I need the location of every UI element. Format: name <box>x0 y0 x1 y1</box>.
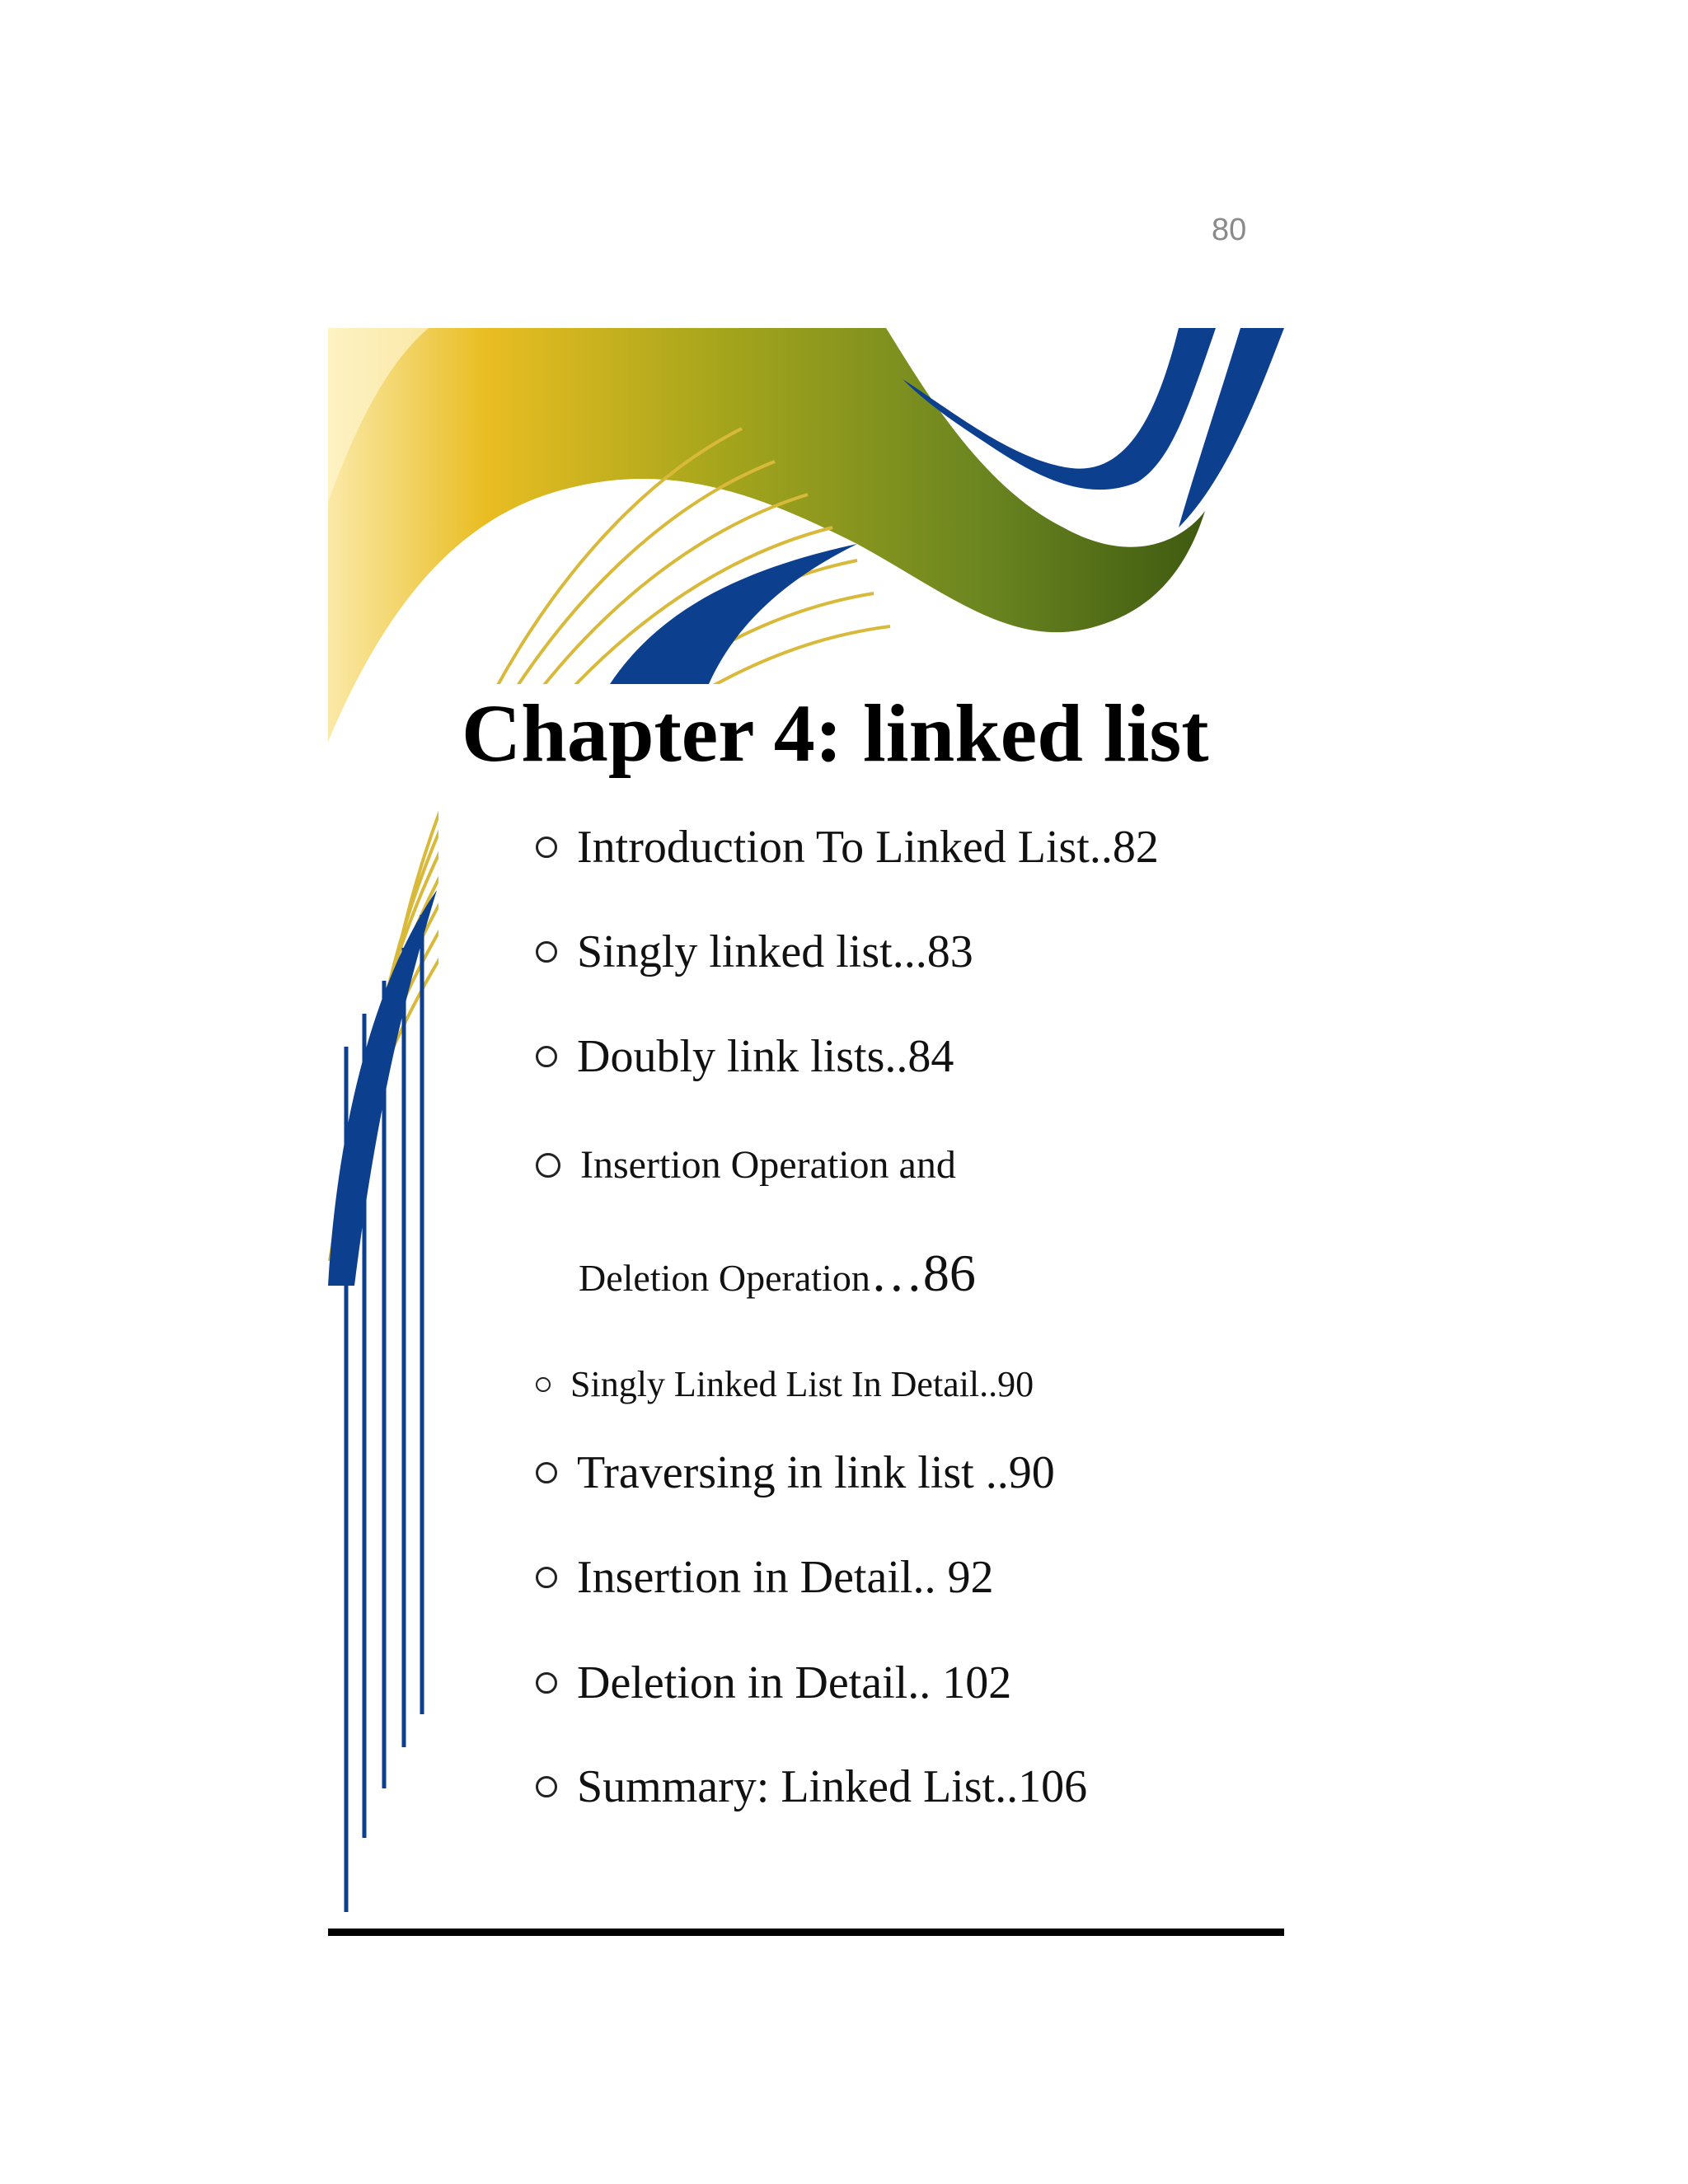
toc-item-insertion-detail[interactable] <box>536 1551 993 1604</box>
toc-item-doubly-link-lists[interactable] <box>536 1030 954 1083</box>
toc-item-label: Summary: Linked List..106 <box>577 1761 1088 1812</box>
hollow-circle-bullet-icon <box>536 1776 557 1797</box>
toc-item-label: Insertion in Detail.. 92 <box>577 1552 994 1603</box>
toc-item-deletion-detail[interactable] <box>536 1657 1011 1709</box>
hollow-circle-bullet-icon <box>536 1046 557 1067</box>
toc-item-continuation[interactable] <box>579 1243 976 1304</box>
toc-item-label: Deletion in Detail.. 102 <box>577 1657 1012 1708</box>
hollow-circle-bullet-icon <box>536 1377 551 1392</box>
toc-item-singly-linked-list-detail[interactable] <box>536 1363 1034 1405</box>
hollow-circle-bullet-icon <box>536 837 557 858</box>
toc-item-singly-linked-list[interactable] <box>536 926 973 978</box>
bottom-rule-divider <box>328 1929 1284 1936</box>
toc-item-label: Doubly link lists..84 <box>577 1031 954 1082</box>
hollow-circle-bullet-icon <box>536 1672 557 1694</box>
toc-item-introduction[interactable] <box>536 821 1159 874</box>
toc-continuation-dots: … <box>870 1244 923 1302</box>
toc-item-traversing[interactable] <box>536 1446 1055 1499</box>
hollow-circle-bullet-icon <box>536 941 557 963</box>
toc-item-label: Introduction To Linked List..82 <box>577 822 1159 873</box>
chapter-title: Chapter 4: linked list <box>462 687 1209 779</box>
toc-continuation-text: Deletion Operation <box>579 1257 870 1299</box>
hollow-circle-bullet-icon <box>536 1462 557 1483</box>
hollow-circle-bullet-icon <box>536 1153 560 1178</box>
toc-item-insertion-operation[interactable] <box>536 1142 956 1188</box>
toc-item-summary[interactable] <box>536 1760 1087 1813</box>
toc-item-label: Insertion Operation and <box>580 1143 956 1187</box>
hollow-circle-bullet-icon <box>536 1567 557 1588</box>
gold-ribbon-shape <box>328 328 1205 742</box>
toc-item-label: Singly Linked List In Detail..90 <box>570 1364 1034 1404</box>
toc-continuation-page: 86 <box>922 1244 976 1302</box>
toc-item-label: Singly linked list...83 <box>577 926 973 977</box>
page-number: 80 <box>1212 213 1247 247</box>
toc-item-label: Traversing in link list ..90 <box>577 1447 1055 1498</box>
